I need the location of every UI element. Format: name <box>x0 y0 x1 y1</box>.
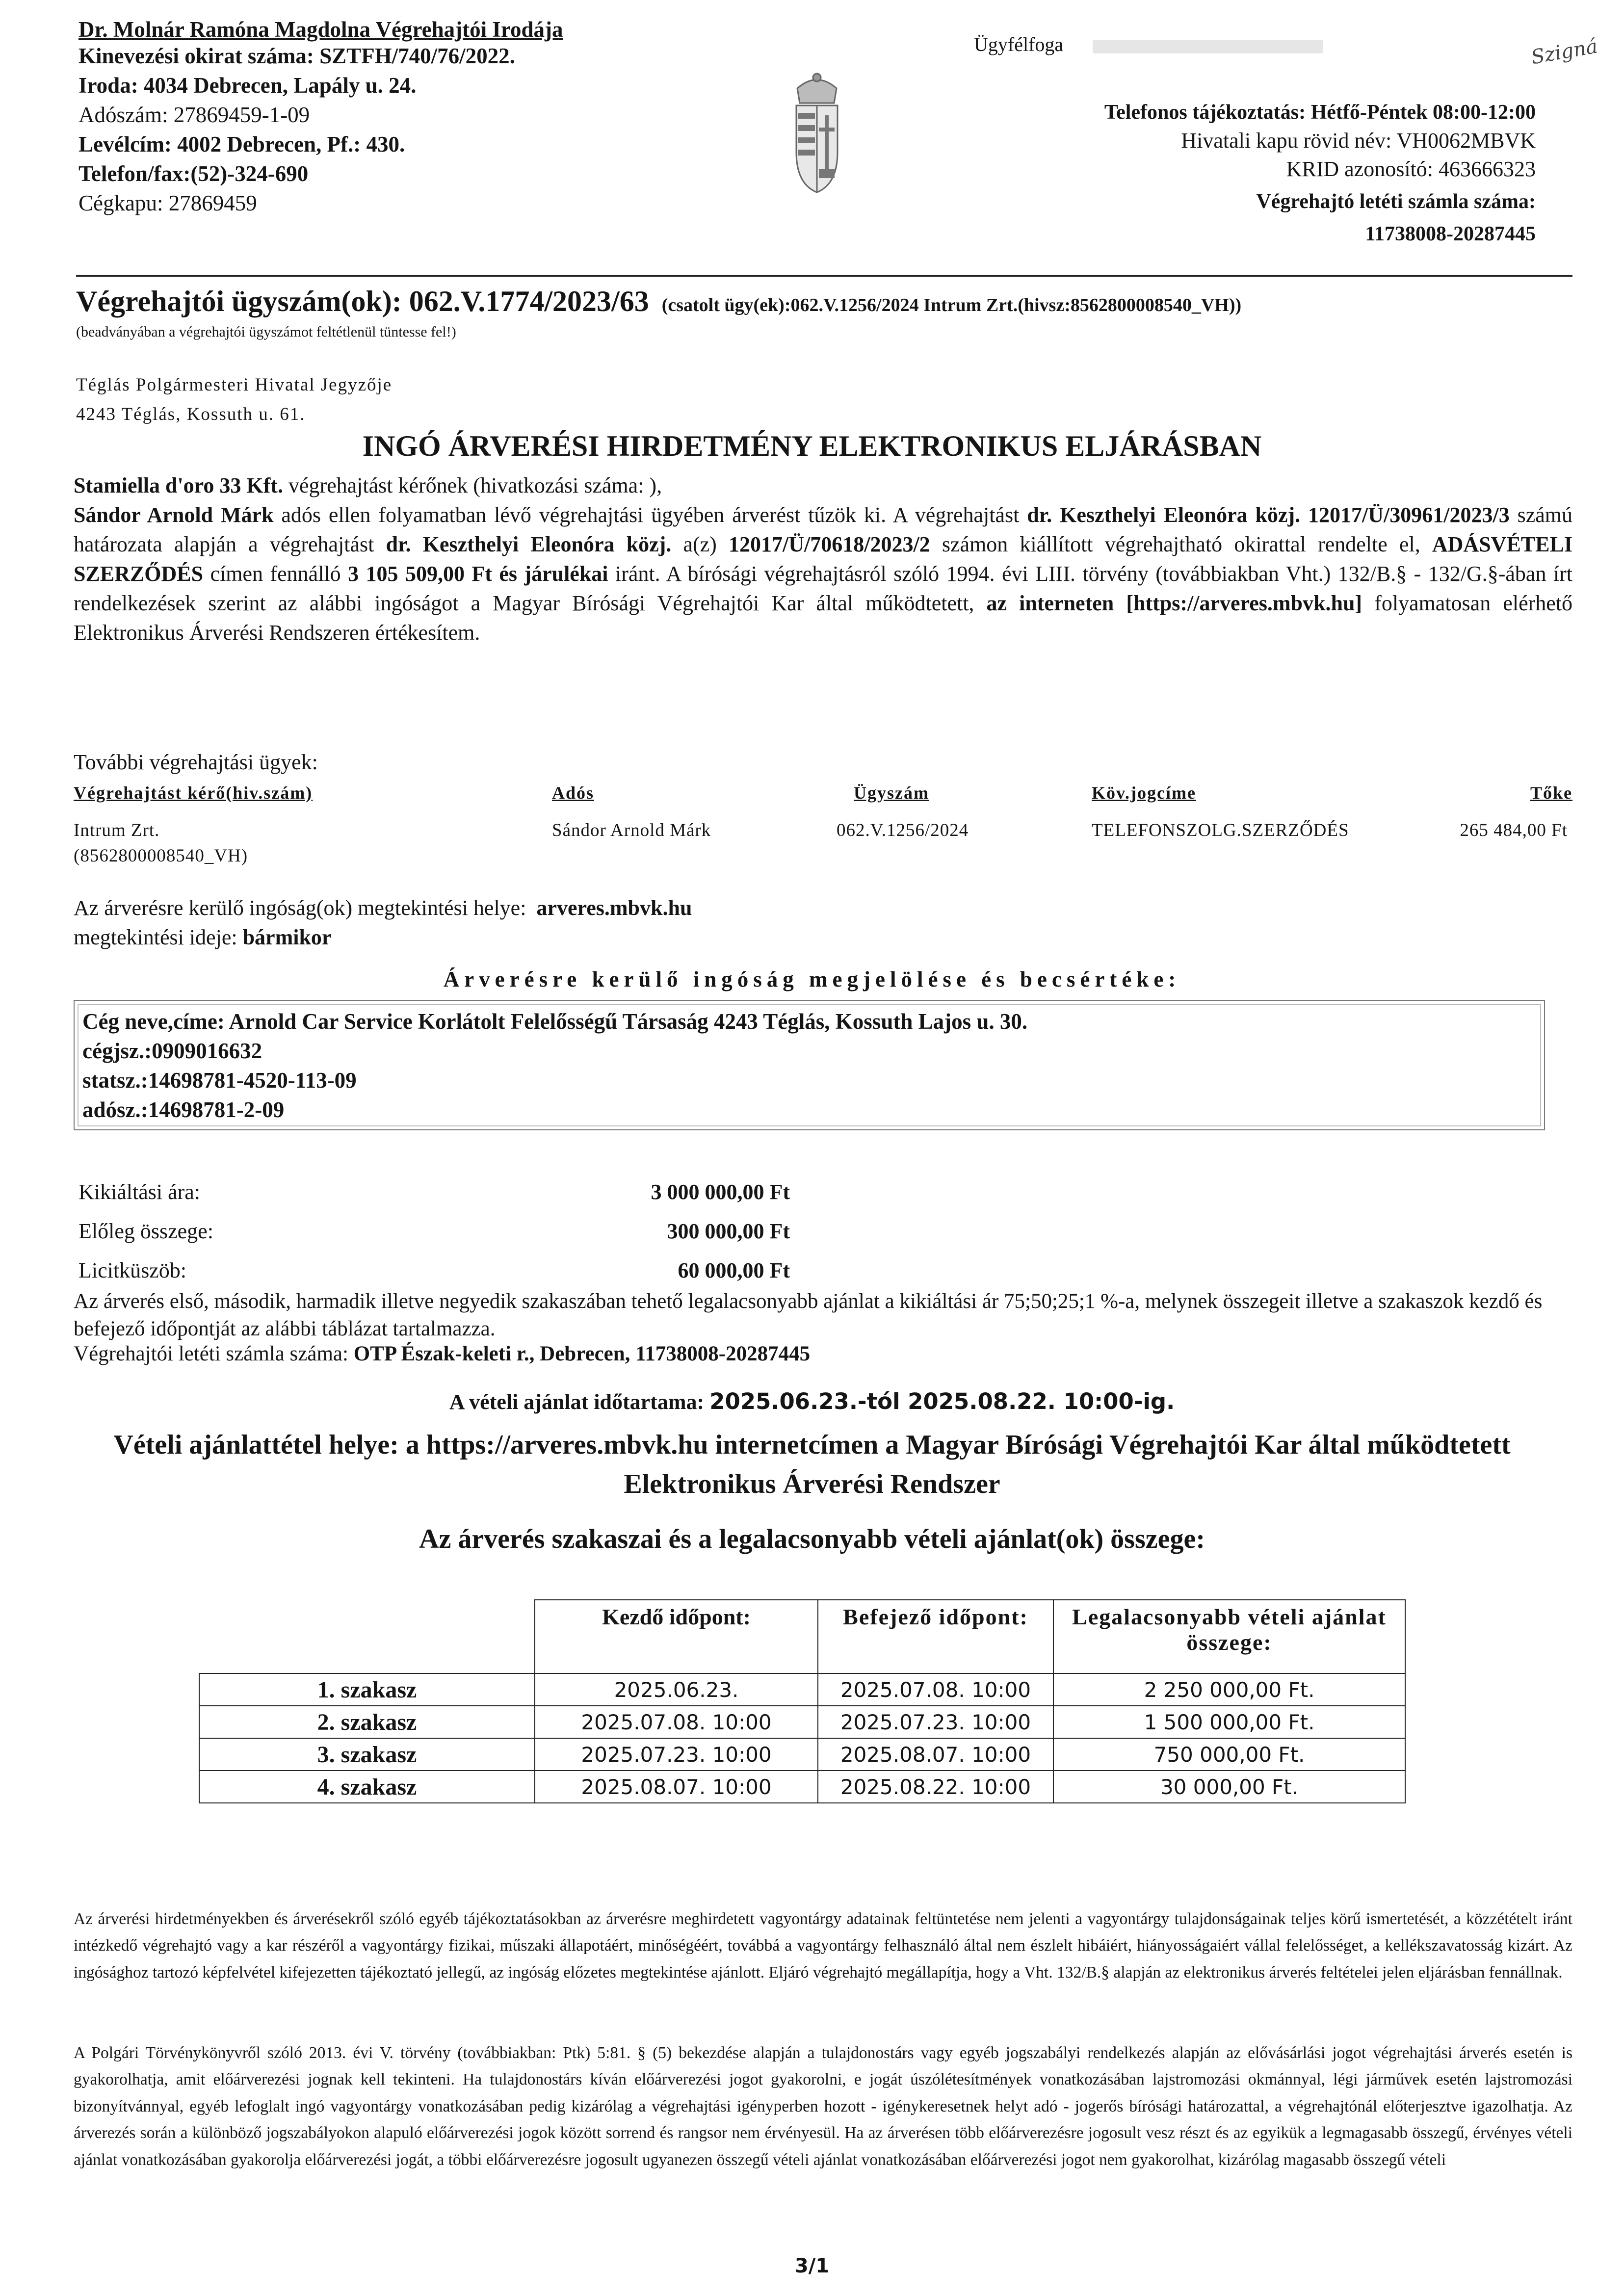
creditor-name: Stamiella d'oro 33 Kft. <box>74 473 283 497</box>
case-number: Végrehajtói ügyszám(ok): 062.V.1774/2023/63 <box>76 285 649 317</box>
col-capital: Tőke <box>1530 783 1572 803</box>
recipient-address: 4243 Téglás, Kossuth u. 61. <box>76 404 306 424</box>
price-row <box>79 1212 790 1251</box>
table-row <box>199 1771 1405 1803</box>
item-description <box>75 1001 1544 1124</box>
offer-place: Vételi ajánlattétel helye: a https://arveres.mbvk.hu internetcímen a Magyar Bírósági Végrehajtói Kar által működtetett Elektronikus Árverési Rendszer <box>113 1430 1511 1499</box>
intro-text: címen fennálló <box>203 562 348 586</box>
price-label: Kikiáltási ára: <box>79 1180 201 1204</box>
col-claim: Köv.jogcíme <box>1092 783 1196 803</box>
notary-name: dr. Keszthelyi Eleonóra közj. <box>1027 503 1301 527</box>
contract-type: ADÁSVÉTELI SZERZŐDÉS <box>74 532 1572 586</box>
intro-paragraph <box>74 471 1572 648</box>
coat-of-arms-emblem <box>783 69 851 196</box>
decision-number: 12017/Ü/30961/2023/3 <box>1308 503 1510 527</box>
deposit-account-label: Végrehajtói letéti számla száma: <box>74 1342 354 1365</box>
row-case-number: 062.V.1256/2024 <box>837 820 969 840</box>
case-number-row <box>76 285 1241 318</box>
other-cases-heading: További végrehajtási ügyek: <box>74 750 318 774</box>
intro-text: a(z) <box>671 532 729 556</box>
row-creditor-ref: (8562800008540_VH) <box>74 846 248 866</box>
price-value: 3 000 000,00 Ft <box>651 1180 790 1204</box>
krid-id: KRID azonosító: 463666323 <box>1286 157 1536 181</box>
viewing-place-label: Az árverésre kerülő ingóság(ok) megtekintési helye: <box>74 896 526 920</box>
price-row <box>79 1251 790 1290</box>
stage-label: 4. szakasz <box>199 1771 535 1803</box>
stage-min-offer: 750 000,00 Ft. <box>1053 1738 1405 1771</box>
header-end: Befejező időpont: <box>818 1600 1053 1673</box>
table-row <box>199 1706 1405 1738</box>
office-header <box>79 17 765 218</box>
appointment-number: Kinevezési okirat száma: SZTFH/740/76/2022. <box>79 44 515 68</box>
linked-case: (csatolt ügy(ek):062.V.1256/2024 Intrum Zrt.(hivsz:8562800008540_VH)) <box>661 295 1242 315</box>
header-divider <box>76 275 1572 277</box>
viewing-time <box>74 925 331 950</box>
stages-title: Az árverés szakaszai és a legalacsonyabb vételi ajánlat(ok) összege: <box>419 1524 1205 1554</box>
stage-start: 2025.06.23. <box>535 1673 818 1706</box>
table-header-row <box>199 1600 1405 1673</box>
stage-min-offer: 1 500 000,00 Ft. <box>1053 1706 1405 1738</box>
table-row <box>199 1673 1405 1706</box>
office-address: Iroda: 4034 Debrecen, Lapály u. 24. <box>79 73 417 98</box>
row-capital: 265 484,00 Ft <box>1460 820 1568 840</box>
stage-end: 2025.08.07. 10:00 <box>818 1738 1053 1771</box>
signature <box>1529 35 1614 103</box>
offer-period-label: A vételi ajánlat időtartama: <box>449 1390 710 1414</box>
deposit-account-label: Végrehajtó letéti számla száma: <box>1256 190 1536 213</box>
tax-number: Adószám: 27869459-1-09 <box>79 103 310 127</box>
offer-period-value: 2025.06.23.-tól 2025.08.22. 10:00-ig. <box>709 1388 1175 1414</box>
auction-url: az interneten [https://arveres.mbvk.hu] <box>986 591 1362 615</box>
office-name: Dr. Molnár Ramóna Magdolna Végrehajtói Irodája <box>79 17 563 42</box>
recipient <box>76 370 392 429</box>
item-line: statsz.:14698781-4520-113-09 <box>82 1068 357 1093</box>
client-service-hours <box>974 32 1323 57</box>
claim-amount: 3 105 509,00 Ft és járulékai <box>348 562 608 586</box>
contact-info <box>849 98 1536 248</box>
stage-start: 2025.07.08. 10:00 <box>535 1706 818 1738</box>
table-corner <box>199 1600 535 1673</box>
price-value: 60 000,00 Ft <box>678 1258 790 1282</box>
row-claim: TELEFONSZOLG.SZERZŐDÉS <box>1092 820 1349 840</box>
item-heading: Árverésre kerülő ingóság megjelölése és becsértéke: <box>443 967 1181 991</box>
deposit-account-number: 11738008-20287445 <box>1365 223 1536 245</box>
intro-text: adós ellen folyamatban lévő végrehajtási ügyében árverést tűzök ki. A végrehajtást <box>273 503 1027 527</box>
stage-end: 2025.07.23. 10:00 <box>818 1706 1053 1738</box>
price-label: Előleg összege: <box>79 1219 213 1243</box>
stage-start: 2025.07.23. 10:00 <box>535 1738 818 1771</box>
debtor-name: Sándor Arnold Márk <box>74 503 274 527</box>
header-start: Kezdő időpont: <box>535 1600 818 1673</box>
disclaimer-paragraph: Az árverési hirdetményekben és árverésekről szóló egyéb tájékoztatásokban az árverésre meghirdetett vagyontárgy adatainak feltüntetése nem jelenti a vagyontárgy tulajdonságainak teljes körű ismertetését, a közzétételt iránt intézkedő végrehajtó vagy a kar részéről a vagyontárgy fizikai, műszaki állapotáért, minőségéért, továbbá a vagyontárgy felhasználó által nem észlelt hibáiért, hiányosságaiért vállal felelősséget, a kellékszavatosság kizárt. Az ingósághoz tartozó képfelvétel kifejezetten tájékoztató jellegű, az ingóság előzetes megtekintése ajánlott. Eljáró végrehajtó megállapítja, hogy a Vht. 132/B.§ alapján az elektronikus árverés feltételei jelen eljárásban fennállnak. <box>74 1910 1572 1982</box>
viewing-place-value: arveres.mbvk.hu <box>536 896 692 920</box>
viewing-time-value: bármikor <box>242 925 332 949</box>
prices <box>79 1173 790 1290</box>
stages-explanation: Az árverés első, második, harmadik illetve negyedik szakaszában tehető legalacsonyabb ajánlat a kikiáltási ár 75;50;25;1 %-a, melynek összegeit illetve a szakaszok kezdő és befejező időpontját az alábbi táblázat tartalmazza. <box>74 1290 1543 1340</box>
stage-start: 2025.08.07. 10:00 <box>535 1771 818 1803</box>
intro-text: számú határozata alapján a végrehajtást <box>74 503 1573 556</box>
price-value: 300 000,00 Ft <box>667 1219 790 1243</box>
col-case-number: Ügyszám <box>854 783 929 803</box>
viewing-place <box>74 895 692 920</box>
deposit-account-value: OTP Észak-keleti r., Debrecen, 11738008-20287445 <box>353 1342 811 1365</box>
client-service-label: Ügyfélfoga <box>974 33 1064 55</box>
item-box <box>74 1000 1545 1130</box>
col-debtor: Adós <box>552 783 595 803</box>
preemption-paragraph: A Polgári Törvénykönyvről szóló 2013. évi V. törvény (továbbiakban: Ptk) 5:81. § (5) bekezdése alapján a tulajdonostárs vagy egyéb jogszabályi rendelkezés alapján az elővásárlási jogot végrehajtási árverés esetén is gyakorolhatja, amit előárverezési jognak kell tekinteni. Ha tulajdonostárs kíván előárverezési jogot gyakorolni, e jogát úszólétesítmények vonatkozásában lajstromozási okmánnyal, légi járművek esetén lajstromozási bizonyítvánnyal, egyéb lefoglalt ingó vagyontárgy vonatkozásában pedig kizárólag a végrehajtási igényperben hozott - igénykeresetnek helyt adó - jogerős bírósági határozattal, a végrehajtónál előterjesztve igazolhatja. Az árverezés során a különböző jogszabályokon alapuló előárverezési jogok között sorrend és rangsor nem érvényesül. Ha az árverésen több előárverezésre jogosult vesz részt és az egyikük a legmagasabb összegű, érvényes vételi ajánlat vonatkozásában gyakorolja előárverezési jogát, a többi előárverezésre jogosult ugyanezen összegű vételi ajánlat vonatkozásában előárverezési jogot nem gyakorolhat, kizárólag magasabb összegű vételi <box>74 2044 1572 2169</box>
price-label: Licitküszöb: <box>79 1258 186 1282</box>
row-creditor: Intrum Zrt. <box>74 820 160 840</box>
stage-min-offer: 30 000,00 Ft. <box>1053 1771 1405 1803</box>
stage-end: 2025.07.08. 10:00 <box>818 1673 1053 1706</box>
recipient-name: Téglás Polgármesteri Hivatal Jegyzője <box>76 375 393 395</box>
intro-text: folyamatosan elérhető Elektronikus Árverési Rendszeren értékesítem. <box>74 591 1572 645</box>
gov-gate: Hivatali kapu rövid név: VH0062MBVK <box>1181 129 1536 153</box>
notary-name: dr. Keszthelyi Eleonóra közj. <box>386 532 672 556</box>
stage-min-offer: 2 250 000,00 Ft. <box>1053 1673 1405 1706</box>
viewing-time-label: megtekintési ideje: <box>74 925 237 949</box>
header-min-offer: Legalacsonyabb vételi ajánlat összege: <box>1053 1600 1405 1673</box>
phone-fax: Telefon/fax:(52)-324-690 <box>79 161 309 186</box>
company-gate: Cégkapu: 27869459 <box>79 191 257 215</box>
redacted-text <box>1093 40 1323 53</box>
page-number: 3/1 <box>794 2255 830 2277</box>
item-line: adósz.:14698781-2-09 <box>82 1097 285 1122</box>
table-row <box>199 1738 1405 1771</box>
offer-period <box>0 1388 1624 1414</box>
stages-table <box>199 1599 1406 1803</box>
price-row <box>79 1173 790 1212</box>
case-note: (beadványában a végrehajtói ügyszámot feltétlenül tüntesse fel!) <box>76 324 456 340</box>
document-title: INGÓ ÁRVERÉSI HIRDETMÉNY ELEKTRONIKUS ELJÁRÁSBAN <box>362 430 1262 462</box>
intro-text: számon kiállított végrehajtható okirattal rendelte el, <box>930 532 1432 556</box>
item-line: Cég neve,címe: Arnold Car Service Korlátolt Felelősségű Társaság 4243 Téglás, Kossuth Lajos u. 30. <box>82 1009 1028 1034</box>
intro-text: végrehajtást kérőnek (hivatkozási száma: ), <box>283 473 662 497</box>
row-debtor: Sándor Arnold Márk <box>552 820 711 840</box>
phone-info: Telefonos tájékoztatás: Hétfő-Péntek 08:00-12:00 <box>1104 101 1536 124</box>
document-number: 12017/Ü/70618/2023/2 <box>729 532 930 556</box>
stage-label: 1. szakasz <box>199 1673 535 1706</box>
signature-script: Szigná <box>1529 35 1599 69</box>
item-line: cégjsz.:0909016632 <box>82 1039 262 1063</box>
stage-label: 3. szakasz <box>199 1738 535 1771</box>
col-creditor: Végrehajtást kérő(hiv.szám) <box>74 783 313 803</box>
deposit-account <box>74 1342 810 1366</box>
stage-end: 2025.08.22. 10:00 <box>818 1771 1053 1803</box>
stage-label: 2. szakasz <box>199 1706 535 1738</box>
postal-address: Levélcím: 4002 Debrecen, Pf.: 430. <box>79 132 405 157</box>
intro-text: iránt. A bírósági végrehajtásról szóló 1994. évi LIII. törvény (továbbiakban Vht.) 132/B.§ - 132/G.§-ában írt rendelkezések szerint az alábbi ingóságot a Magyar Bírósági Végrehajtói Kar által működtetett, <box>74 562 1572 615</box>
